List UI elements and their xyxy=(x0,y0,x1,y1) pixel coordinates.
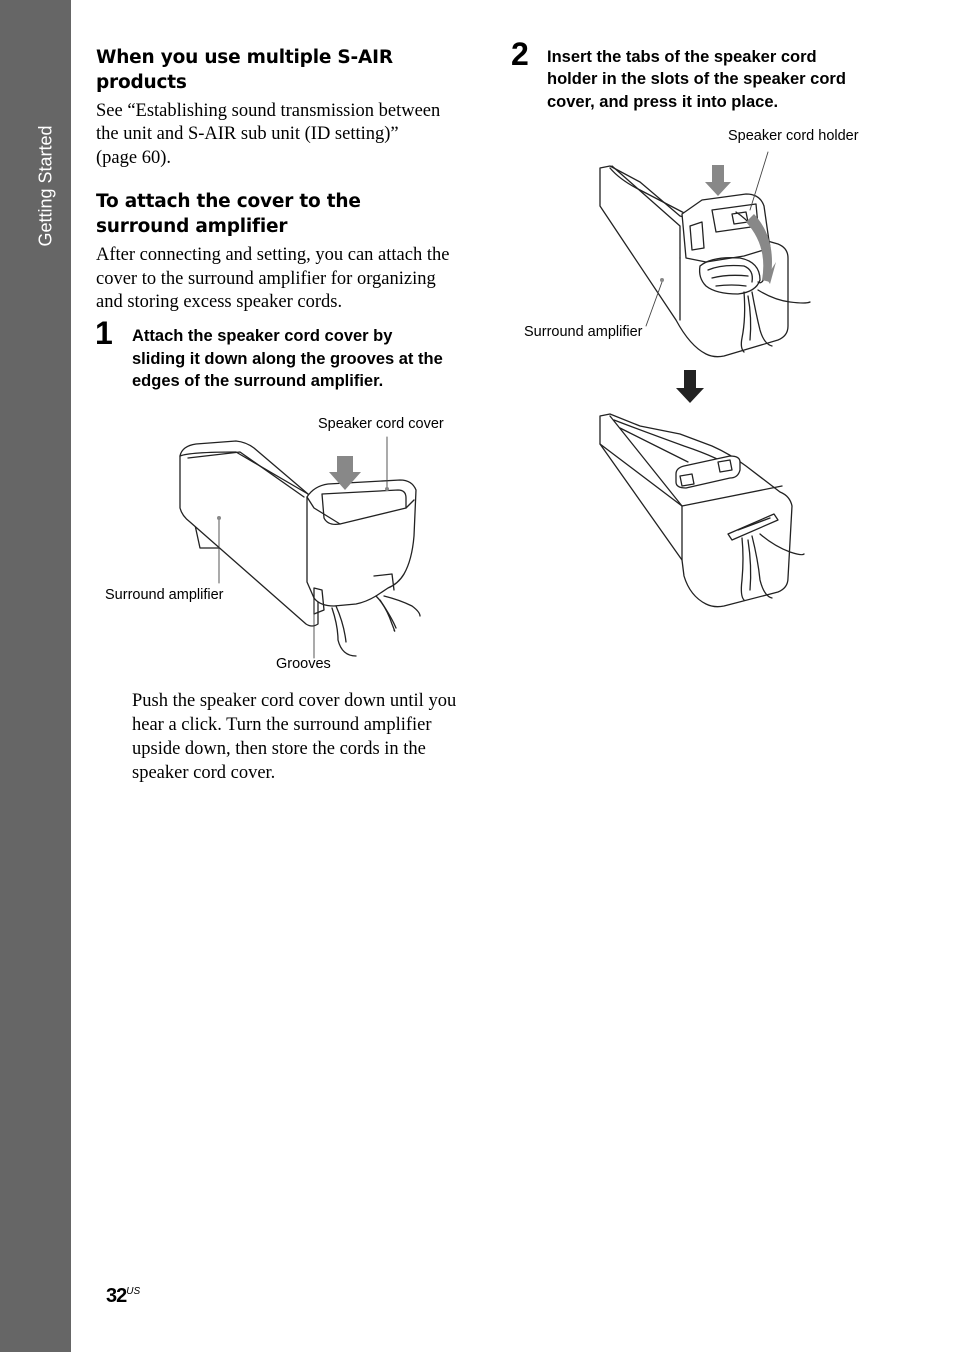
page-number-suffix: US xyxy=(126,1286,141,1297)
heading-attach-cover-line2: surround amplifier xyxy=(96,216,288,237)
body-multiple-sair-line3: (page 60). xyxy=(96,148,171,168)
heading-multiple-sair-line2: products xyxy=(96,72,187,93)
step-1-followup-line1: Push the speaker cord cover down until you xyxy=(132,691,457,711)
step-2-text-line1: Insert the tabs of the speaker cord xyxy=(547,48,817,66)
sidebar-section-label: Getting Started xyxy=(35,125,56,247)
page-number-value: 32 xyxy=(106,1285,127,1307)
callout-surround-amplifier-1: Surround amplifier xyxy=(105,587,224,603)
callout-speaker-cord-cover: Speaker cord cover xyxy=(318,416,444,432)
heading-attach-cover-line1: To attach the cover to the xyxy=(96,191,361,212)
heading-multiple-sair-line1: When you use multiple S-AIR xyxy=(96,47,393,68)
step-1-number: 1 xyxy=(95,315,113,351)
callout-surround-amplifier-2: Surround amplifier xyxy=(524,324,643,340)
body-attach-cover-line2: cover to the surround amplifier for organizing xyxy=(96,269,436,289)
step-2-number: 2 xyxy=(511,36,529,72)
step-2-text-line2: holder in the slots of the speaker cord xyxy=(547,70,846,88)
step-1-text-line3: edges of the surround amplifier. xyxy=(132,372,384,390)
step-1-followup-line4: speaker cord cover. xyxy=(132,763,276,783)
page-number xyxy=(106,1285,140,1308)
step-1-text-line2: sliding it down along the grooves at the xyxy=(132,350,443,368)
body-multiple-sair-line1: See “Establishing sound transmission between xyxy=(96,101,441,121)
callout-speaker-cord-holder: Speaker cord holder xyxy=(728,128,859,144)
step-1-followup-line3: upside down, then store the cords in the xyxy=(132,739,426,759)
body-multiple-sair-line2: the unit and S-AIR sub unit (ID setting)” xyxy=(96,124,399,144)
step-2-text-line3: cover, and press it into place. xyxy=(547,93,779,111)
step-1-followup-line2: hear a click. Turn the surround amplifier xyxy=(132,715,432,735)
step-1-text-line1: Attach the speaker cord cover by xyxy=(132,327,393,345)
body-attach-cover-line3: and storing excess speaker cords. xyxy=(96,292,343,312)
body-attach-cover-line1: After connecting and setting, you can attach the xyxy=(96,245,450,265)
callout-grooves: Grooves xyxy=(276,656,331,672)
